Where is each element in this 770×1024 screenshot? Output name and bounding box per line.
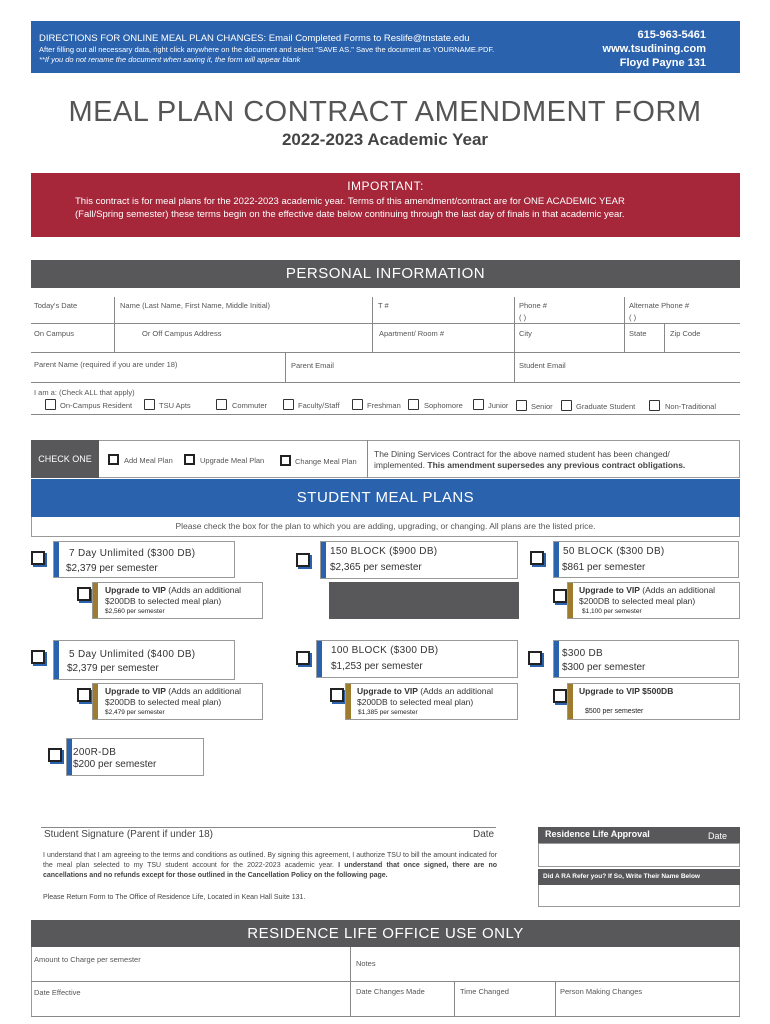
ra-name-field[interactable]	[538, 885, 740, 907]
divider	[31, 981, 740, 982]
alt-phone-label: Alternate Phone #	[629, 301, 690, 310]
vip-label: Upgrade to VIP	[357, 686, 418, 696]
divider	[31, 352, 740, 353]
contract-note-line1: The Dining Services Contract for the above named student has been changed/	[374, 449, 670, 459]
accent-bar	[54, 641, 59, 679]
vip-text	[579, 686, 673, 697]
vip-label: Upgrade to VIP	[105, 585, 166, 595]
vip-price: $2,479 per semester	[105, 709, 165, 716]
plan-price: $1,253 per semester	[331, 661, 423, 672]
plan-5day-vip	[92, 683, 263, 720]
signature-line[interactable]	[41, 827, 496, 828]
plan-name: 7 Day Unlimited ($300 DB)	[69, 548, 196, 559]
no-vip-placeholder	[329, 582, 519, 619]
graduate-student-checkbox[interactable]	[561, 400, 572, 411]
parent-name-label: Parent Name (required if you are under 18)	[34, 360, 178, 369]
date-changes-made-label: Date Changes Made	[356, 987, 425, 996]
divider	[514, 353, 515, 382]
important-notice	[31, 173, 740, 237]
plan-50block-vip-checkbox[interactable]	[553, 589, 567, 603]
city-label: City	[519, 329, 532, 338]
on-campus-label: On Campus	[34, 329, 75, 338]
faculty-staff-checkbox[interactable]	[283, 399, 294, 410]
return-instruction: Please Return Form to The Office of Residence Life, Located in Kean Hall Suite 131.	[43, 894, 306, 901]
todays-date-label: Today's Date	[34, 301, 78, 310]
off-campus-label: Or Off Campus Address	[142, 329, 222, 338]
zip-label: Zip Code	[670, 329, 701, 338]
vip-text	[579, 585, 715, 607]
parent-email-label: Parent Email	[291, 361, 334, 370]
plan-5day-unlimited	[53, 640, 235, 680]
plan-price: $861 per semester	[562, 562, 646, 573]
freshman-checkbox[interactable]	[352, 399, 363, 410]
vip-amount: VIP $500DB	[626, 686, 674, 696]
vip-rest: (Adds an additional	[639, 585, 716, 595]
plan-price: $2,365 per semester	[330, 562, 422, 573]
plan-price: $2,379 per semester	[66, 563, 158, 574]
add-meal-plan-label: Add Meal Plan	[124, 456, 173, 465]
vip-rest: (Adds an additional	[165, 585, 242, 595]
plan-50block-vip	[567, 582, 740, 619]
student-email-label: Student Email	[519, 361, 566, 370]
senior-checkbox[interactable]	[516, 400, 527, 411]
important-body: This contract is for meal plans for the 2022-2023 academic year. Terms of this amendment/contract are for ONE ACADEMIC YEAR (Fall/Spring semester) these terms begin on the effective date below continuing through the last day of finals in that academic year.	[75, 196, 625, 220]
plan-300db-vip	[567, 683, 740, 720]
plan-7day-vip-checkbox[interactable]	[77, 587, 91, 601]
plan-price: $300 per semester	[562, 662, 646, 673]
plan-name: 150 BLOCK ($900 DB)	[330, 546, 438, 557]
form-title: MEAL PLAN CONTRACT AMENDMENT FORM	[68, 96, 702, 128]
reslife-approval-label: Residence Life Approval	[545, 829, 650, 839]
no-refunds-text: I understand that once signed, there are no cancellations and no refunds except for those outlined in the Cancellation Policy on the following page.	[43, 862, 497, 879]
accent-bar	[554, 641, 559, 677]
supersedes-text: This amendment supersedes any previous contract obligations.	[427, 460, 686, 470]
state-label: State	[629, 329, 647, 338]
vip-label: Upgrade to	[579, 686, 627, 696]
plan-100block-vip	[345, 683, 518, 720]
add-meal-plan-checkbox[interactable]	[108, 454, 119, 465]
vip-detail: $200DB to selected meal plan)	[105, 596, 222, 606]
meal-plans-instruction: Please check the box for the plan to which you are adding, upgrading, or changing. All plans are the listed price.	[31, 517, 740, 537]
directions-header	[31, 21, 740, 73]
senior-label: Senior	[531, 402, 553, 411]
divider	[114, 324, 115, 352]
contract-note-line2	[374, 460, 685, 470]
graduate-student-label: Graduate Student	[576, 402, 636, 411]
plan-5day-checkbox[interactable]	[31, 650, 45, 664]
accent-bar	[93, 684, 98, 719]
plan-7day-vip	[92, 582, 263, 619]
divider	[31, 414, 740, 415]
plan-50block-checkbox[interactable]	[530, 551, 544, 565]
plan-name: $300 DB	[562, 648, 604, 659]
student-signature-label: Student Signature (Parent if under 18)	[44, 829, 213, 840]
accent-bar	[346, 684, 351, 719]
plan-name: 50 BLOCK ($300 DB)	[563, 546, 665, 557]
vip-label: Upgrade to VIP	[579, 585, 640, 595]
accent-bar	[321, 542, 326, 578]
notes-label: Notes	[356, 959, 376, 968]
name-label: Name (Last Name, First Name, Middle Initial)	[120, 301, 271, 310]
upgrade-meal-plan-checkbox[interactable]	[184, 454, 195, 465]
vip-text	[105, 585, 241, 607]
divider	[372, 297, 373, 323]
accent-bar	[568, 684, 573, 719]
reslife-date-label: Date	[708, 831, 728, 841]
vip-price: $1,385 per semester	[358, 709, 418, 716]
divider	[31, 1016, 740, 1017]
contact-website: www.tsudining.com	[602, 43, 706, 55]
vip-detail: $200DB to selected meal plan)	[105, 697, 222, 707]
divider	[664, 324, 665, 352]
plan-price: $2,379 per semester	[67, 663, 159, 674]
plan-150block-checkbox[interactable]	[296, 553, 310, 567]
save-note: After filling out all necessary data, right click anywhere on the document and select "SAVE AS." Save the document as YOURNAME.PDF.	[39, 45, 495, 54]
plan-price: $200 per semester	[73, 759, 157, 770]
plan-150-block	[320, 541, 518, 579]
plan-name: 100 BLOCK ($300 DB)	[331, 645, 439, 656]
alt-phone-paren: ( )	[629, 313, 637, 322]
important-heading: IMPORTANT:	[347, 179, 424, 193]
time-changed-label: Time Changed	[460, 987, 509, 996]
non-traditional-checkbox[interactable]	[649, 400, 660, 411]
phone-label: Phone #	[519, 301, 547, 310]
on-campus-resident-checkbox[interactable]	[45, 399, 56, 410]
vip-rest: (Adds an additional	[417, 686, 494, 696]
apartment-label: Apartment/ Room #	[379, 329, 445, 338]
accent-bar	[317, 641, 322, 677]
accent-bar	[93, 583, 98, 618]
divider	[367, 440, 368, 478]
meal-plans-heading: STUDENT MEAL PLANS	[31, 479, 740, 517]
office-use-heading: RESIDENCE LIFE OFFICE USE ONLY	[31, 920, 740, 947]
plan-300db-checkbox[interactable]	[528, 651, 542, 665]
sophomore-checkbox[interactable]	[408, 399, 419, 410]
divider	[624, 297, 625, 323]
plan-5day-vip-checkbox[interactable]	[77, 688, 91, 702]
plan-200rdb-checkbox[interactable]	[48, 748, 62, 762]
junior-checkbox[interactable]	[473, 399, 484, 410]
divider	[31, 323, 740, 324]
divider	[454, 981, 455, 1017]
accent-bar	[67, 739, 72, 775]
vip-detail: $200DB to selected meal plan)	[357, 697, 474, 707]
divider	[31, 382, 740, 383]
date-effective-label: Date Effective	[34, 988, 81, 997]
check-one-label: CHECK ONE	[31, 440, 99, 478]
accent-bar	[54, 542, 59, 577]
non-traditional-label: Non-Traditional	[665, 402, 716, 411]
ra-referral-header: Did A RA Refer you? If So, Write Their Name Below	[538, 869, 740, 885]
plan-200r-db	[66, 738, 204, 776]
directions-text: DIRECTIONS FOR ONLINE MEAL PLAN CHANGES: Email Completed Forms to Reslife@tnstate.edu	[39, 33, 470, 44]
on-campus-resident-label: On-Campus Resident	[60, 401, 133, 410]
commuter-label: Commuter	[232, 401, 268, 410]
divider	[514, 297, 515, 323]
divider	[555, 981, 556, 1017]
personal-info-heading: PERSONAL INFORMATION	[31, 260, 740, 288]
divider	[350, 947, 351, 1017]
divider	[285, 353, 286, 382]
divider	[372, 324, 373, 352]
agreement-text	[43, 851, 497, 881]
vip-text	[357, 686, 493, 708]
commuter-checkbox[interactable]	[216, 399, 227, 410]
divider	[114, 297, 115, 323]
person-making-changes-label: Person Making Changes	[560, 987, 643, 996]
vip-detail: $200DB to selected meal plan)	[579, 596, 696, 606]
plan-name: 200R-DB	[73, 747, 117, 758]
vip-text	[105, 686, 241, 708]
accent-bar	[554, 542, 559, 577]
change-meal-plan-label: Change Meal Plan	[295, 457, 357, 466]
freshman-label: Freshman	[367, 401, 401, 410]
agreement-body: I understand that I am agreeing to the terms and conditions as outlined. By signing this agreement, I authorize TSU to bill the amount indicated for the meal plan selected to my TSU student account for the 2022-2023 academic year.	[43, 852, 497, 869]
contact-location: Floyd Payne 131	[619, 57, 706, 69]
accent-bar	[568, 583, 573, 618]
divider	[624, 324, 625, 352]
contract-note-text: implemented.	[374, 460, 428, 470]
phone-paren: ( )	[519, 313, 527, 322]
tsu-apts-checkbox[interactable]	[144, 399, 155, 410]
faculty-staff-label: Faculty/Staff	[298, 401, 340, 410]
change-meal-plan-checkbox[interactable]	[280, 455, 291, 466]
plan-7day-unlimited	[53, 541, 235, 578]
rename-note: **If you do not rename the document when saving it, the form will appear blank	[39, 55, 301, 64]
tnumber-label: T #	[378, 301, 389, 310]
amount-label: Amount to Charge per semester	[34, 955, 141, 964]
tsu-apts-label: TSU Apts	[159, 401, 191, 410]
plan-100-block	[316, 640, 518, 678]
plan-100block-checkbox[interactable]	[296, 651, 310, 665]
vip-price: $500 per semester	[585, 708, 644, 715]
junior-label: Junior	[488, 401, 509, 410]
upgrade-meal-plan-label: Upgrade Meal Plan	[200, 456, 265, 465]
vip-price: $2,560 per semester	[105, 608, 165, 615]
iam-label: I am a: (Check ALL that apply)	[34, 388, 135, 397]
plan-300-db	[553, 640, 739, 678]
vip-rest: (Adds an additional	[165, 686, 242, 696]
divider	[514, 324, 515, 352]
plan-name: 5 Day Unlimited ($400 DB)	[69, 649, 196, 660]
reslife-approval-field[interactable]	[538, 843, 740, 867]
signature-date-label: Date	[473, 829, 495, 840]
form-subtitle: 2022-2023 Academic Year	[281, 130, 489, 149]
sophomore-label: Sophomore	[424, 401, 463, 410]
vip-price: $1,100 per semester	[582, 608, 642, 615]
plan-300db-vip-checkbox[interactable]	[553, 689, 567, 703]
vip-label: Upgrade to VIP	[105, 686, 166, 696]
plan-50-block	[553, 541, 739, 578]
plan-100block-vip-checkbox[interactable]	[330, 688, 344, 702]
contact-phone: 615-963-5461	[637, 29, 706, 41]
plan-7day-checkbox[interactable]	[31, 551, 45, 565]
